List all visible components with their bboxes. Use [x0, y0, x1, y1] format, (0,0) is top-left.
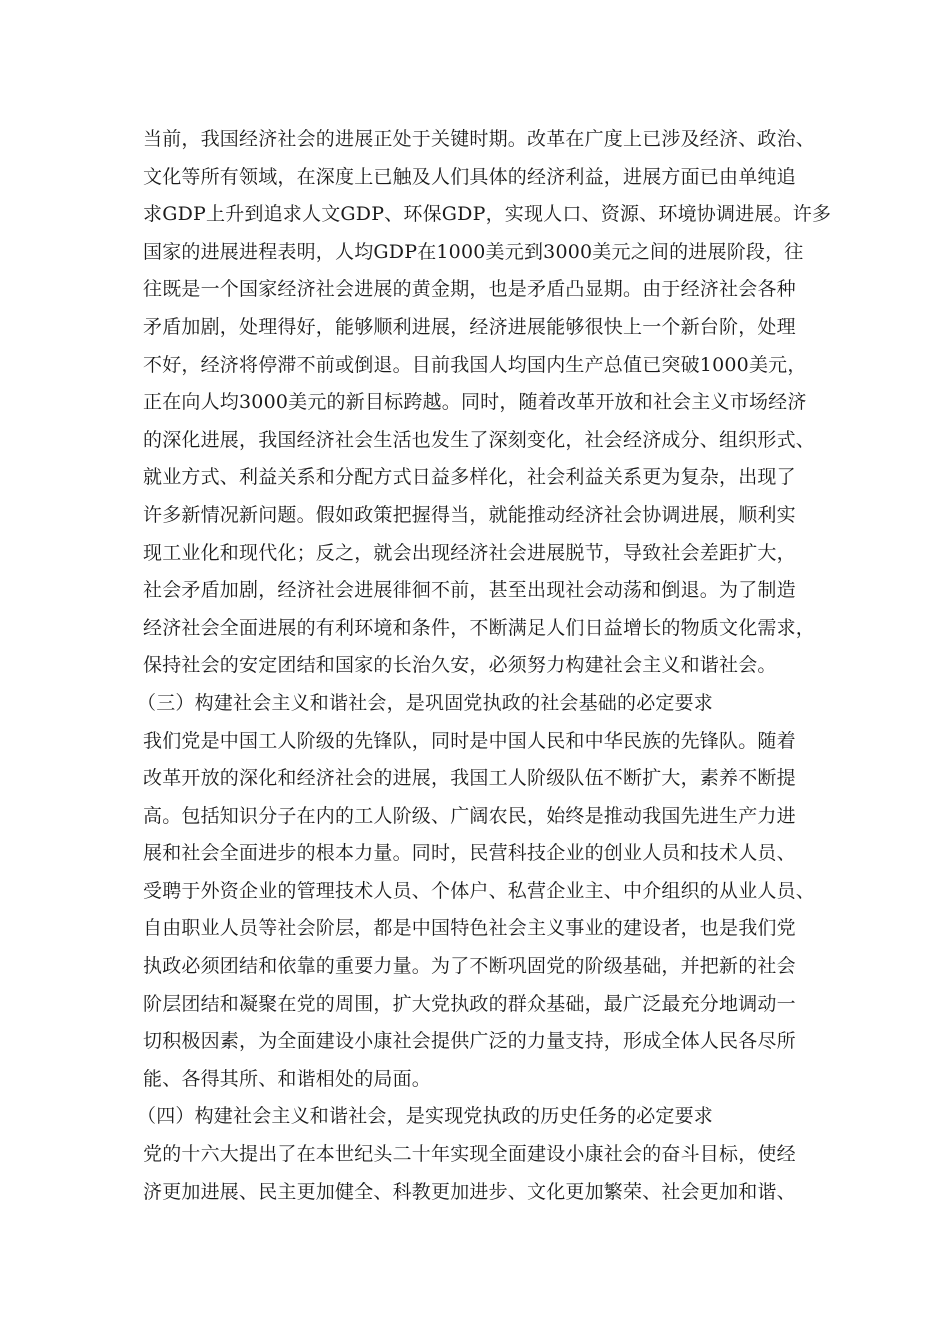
text-line: 济更加进展、民主更加健全、科教更加进步、文化更加繁荣、社会更加和谐、: [143, 1180, 796, 1203]
text-line: 正在向人均3000美元的新目标跨越。同时，随着改革开放和社会主义市场经济: [143, 391, 807, 414]
text-line: 当前，我国经济社会的进展正处于关键时期。改革在广度上已涉及经济、政治、: [143, 128, 816, 150]
text-line: 我们党是中国工人阶级的先锋队，同时是中国人民和中华民族的先锋队。随着: [143, 729, 796, 752]
text-line: 不好，经济将停滞不前或倒退。目前我国人均国内生产总值已突破1000美元，: [143, 353, 807, 376]
paragraph-historical-task: [143, 1136, 843, 1211]
text-line: 国家的进展进程表明，人均GDP在1000美元到3000美元之间的进展阶段，往: [143, 240, 804, 263]
text-line: 党的十六大提出了在本世纪头二十年实现全面建设小康社会的奋斗目标，使经: [143, 1143, 796, 1166]
text-line: 求GDP上升到追求人文GDP、环保GDP，实现人口、资源、环境协调进展。许多: [143, 203, 832, 226]
text-line: 文化等所有领域，在深度上已触及人们具体的经济利益，进展方面已由单纯追: [143, 165, 796, 188]
text-line: 的深化进展，我国经济社会生活也发生了深刻变化，社会经济成分、组织形式、: [143, 428, 816, 451]
text-line: 执政必须团结和依靠的重要力量。为了不断巩固党的阶级基础，并把新的社会: [143, 955, 796, 978]
text-line: 就业方式、利益关系和分配方式日益多样化，社会利益关系更为复杂，出现了: [143, 466, 796, 489]
text-line: 改革开放的深化和经济社会的进展，我国工人阶级队伍不断扩大，素养不断提: [143, 767, 796, 790]
text-line: 展和社会全面进步的根本力量。同时，民营科技企业的创业人员和技术人员、: [143, 842, 796, 865]
text-line: 高。包括知识分子在内的工人阶级、广阔农民，始终是推动我国先进生产力进: [143, 804, 796, 827]
text-line: 许多新情况新问题。假如政策把握得当，就能推动经济社会协调进展，顺利实: [143, 503, 796, 526]
text-line: 往既是一个国家经济社会进展的黄金期，也是矛盾凸显期。由于经济社会各种: [143, 278, 796, 301]
text-line: 矛盾加剧，处理得好，能够顺利进展，经济进展能够很快上一个新台阶，处理: [143, 315, 796, 338]
text-line: 能、各得其所、和谐相处的局面。: [143, 1067, 432, 1090]
paragraph-party-social-foundation: [143, 723, 843, 1099]
section-heading-3: （三）构建社会主义和谐社会，是巩固党执政的社会基础的必定要求: [137, 691, 714, 714]
text-line: 社会矛盾加剧，经济社会进展徘徊不前，甚至出现社会动荡和倒退。为了制造: [143, 579, 796, 602]
document-body: [137, 121, 843, 1211]
text-line: 现工业化和现代化；反之，就会出现经济社会进展脱节，导致社会差距扩大，: [143, 541, 796, 564]
text-line: 切积极因素，为全面建设小康社会提供广泛的力量支持，形成全体人民各尽所: [143, 1030, 796, 1053]
text-line: 受聘于外资企业的管理技术人员、个体户、私营企业主、中介组织的从业人员、: [143, 879, 816, 902]
text-line: 保持社会的安定团结和国家的长治久安，必须努力构建社会主义和谐社会。: [143, 654, 777, 677]
text-line: 阶层团结和凝聚在党的周围，扩大党执政的群众基础，最广泛最充分地调动一: [143, 992, 796, 1015]
text-line: 经济社会全面进展的有利环境和条件，不断满足人们日益增长的物质文化需求，: [143, 616, 816, 639]
section-heading-4: （四）构建社会主义和谐社会，是实现党执政的历史任务的必定要求: [137, 1105, 714, 1128]
paragraph-economic-development: [143, 121, 843, 685]
text-line: 自由职业人员等社会阶层，都是中国特色社会主义事业的建设者，也是我们党: [143, 917, 796, 940]
